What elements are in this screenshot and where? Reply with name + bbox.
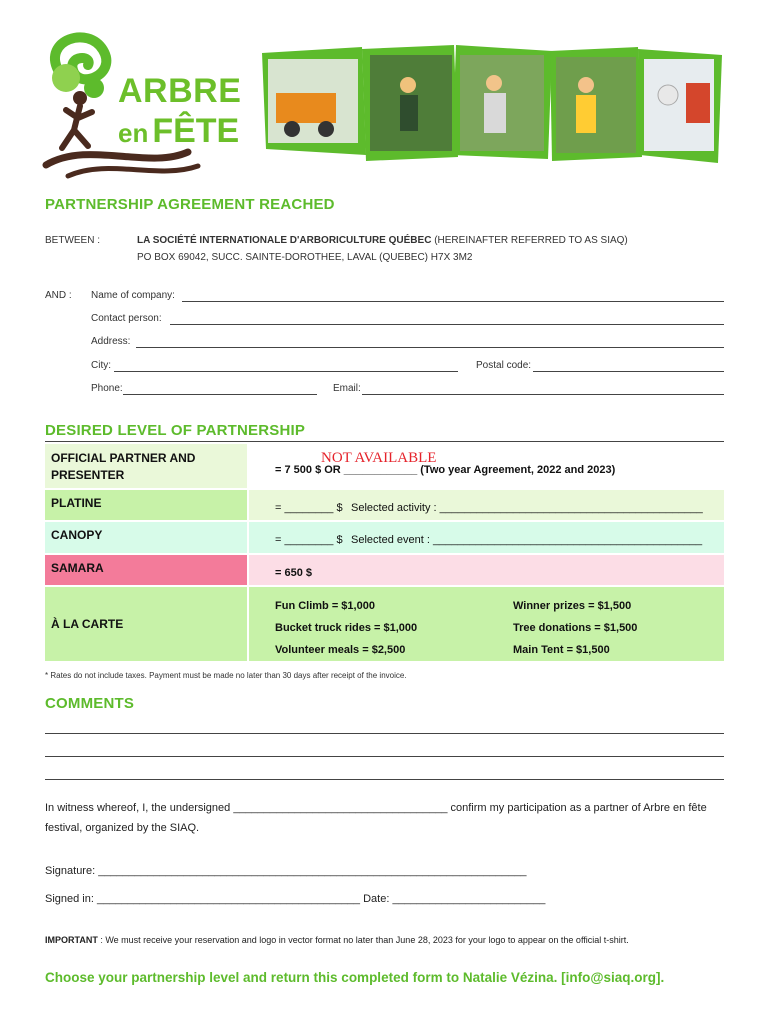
postal-label: Postal code: <box>476 360 532 371</box>
comments-line[interactable] <box>45 756 724 757</box>
row-carte <box>45 587 724 661</box>
important-note <box>45 935 629 945</box>
siaq-name: LA SOCIÉTÉ INTERNATIONALE D'ARBORICULTURE QUÉBEC <box>137 235 432 246</box>
comments-line[interactable] <box>45 733 724 734</box>
row-canopy <box>45 522 724 553</box>
siaq-suffix: (HEREINAFTER REFERRED TO AS SIAQ) <box>431 235 628 246</box>
carte-value <box>249 587 724 661</box>
canopy-value[interactable] <box>249 522 724 553</box>
postal-field[interactable] <box>533 371 724 372</box>
siaq-line <box>137 235 628 246</box>
platine-activity: Selected activity : ___________________________________________ <box>351 502 703 514</box>
signature-field[interactable]: Signature: ______________________________________________________________________ <box>45 865 527 877</box>
phone-field[interactable] <box>123 394 317 395</box>
email-label: Email: <box>333 383 361 394</box>
logo-word-arbre: ARBRE <box>118 72 242 110</box>
and-label: AND : <box>45 290 72 301</box>
city-field[interactable] <box>114 371 458 372</box>
samara-value[interactable] <box>249 555 724 585</box>
between-label: BETWEEN : <box>45 235 101 246</box>
company-label: Name of company: <box>91 290 175 301</box>
canopy-event: Selected event : ____________________________________________ <box>351 534 703 546</box>
official-price: = 7 500 $ OR ____________ (Two year Agreement, 2022 and 2023) <box>275 464 616 476</box>
comments-line[interactable] <box>45 779 724 780</box>
carte-label: À LA CARTE <box>45 587 247 661</box>
official-value[interactable] <box>249 444 724 488</box>
comments-title: COMMENTS <box>45 695 135 712</box>
carte-item[interactable]: Volunteer meals = $2,500 <box>275 644 406 656</box>
levels-title: DESIRED LEVEL OF PARTNERSHIP <box>45 422 306 439</box>
canopy-price: = ________ $ <box>275 534 343 546</box>
platine-value[interactable] <box>249 490 724 520</box>
levels-divider <box>45 441 724 442</box>
samara-price: = 650 $ <box>275 567 313 579</box>
canopy-label: CANOPY <box>45 522 247 553</box>
important-text: : We must receive your reservation and logo in vector format no later than June 28, 2023 for your logo to appear on the official t-shirt. <box>97 935 629 945</box>
platine-price: = ________ $ <box>275 502 343 514</box>
siaq-address: PO BOX 69042, SUCC. SAINTE-DOROTHEE, LAVAL (QUEBEC) H7X 3M2 <box>137 252 473 263</box>
row-official <box>45 444 724 488</box>
row-platine <box>45 490 724 520</box>
address-label: Address: <box>91 336 131 347</box>
logo-word-en: en <box>118 118 149 148</box>
not-available-stamp: NOT AVAILABLE <box>321 450 437 466</box>
address-field[interactable] <box>136 347 724 348</box>
footer-instruction: Choose your partnership level and return this completed form to Natalie Vézina. [info@siaq.org]. <box>45 970 665 985</box>
official-label: OFFICIAL PARTNER AND PRESENTER <box>45 444 247 488</box>
samara-label: SAMARA <box>45 555 247 585</box>
witness-statement: In witness whereof, I, the undersigned ___________________________________ confirm my participation as a partner of Arbre en fête festival, organized by the SIAQ. <box>45 802 707 834</box>
signed-in-date-field[interactable]: Signed in: ___________________________________________ Date: _________________________ <box>45 893 546 905</box>
contact-label: Contact person: <box>91 313 162 324</box>
important-label: IMPORTANT <box>45 935 98 945</box>
city-label: City: <box>91 360 111 371</box>
contact-field[interactable] <box>170 324 724 325</box>
company-field[interactable] <box>182 301 724 302</box>
photo-banner <box>262 45 722 163</box>
row-samara <box>45 555 724 585</box>
phone-label: Phone: <box>91 383 123 394</box>
rates-note: * Rates do not include taxes. Payment must be made no later than 30 days after receipt of the invoice. <box>45 671 407 680</box>
platine-label: PLATINE <box>45 490 247 520</box>
carte-item[interactable]: Tree donations = $1,500 <box>513 622 638 634</box>
carte-item[interactable]: Winner prizes = $1,500 <box>513 600 632 612</box>
carte-item[interactable]: Main Tent = $1,500 <box>513 644 610 656</box>
email-field[interactable] <box>362 394 724 395</box>
carte-item[interactable]: Bucket truck rides = $1,000 <box>275 622 418 634</box>
partnership-title: PARTNERSHIP AGREEMENT REACHED <box>45 196 335 213</box>
logo-word-fete-text: FÊTE <box>152 112 240 150</box>
carte-item[interactable]: Fun Climb = $1,000 <box>275 600 375 612</box>
logo-word-fete <box>118 112 239 151</box>
